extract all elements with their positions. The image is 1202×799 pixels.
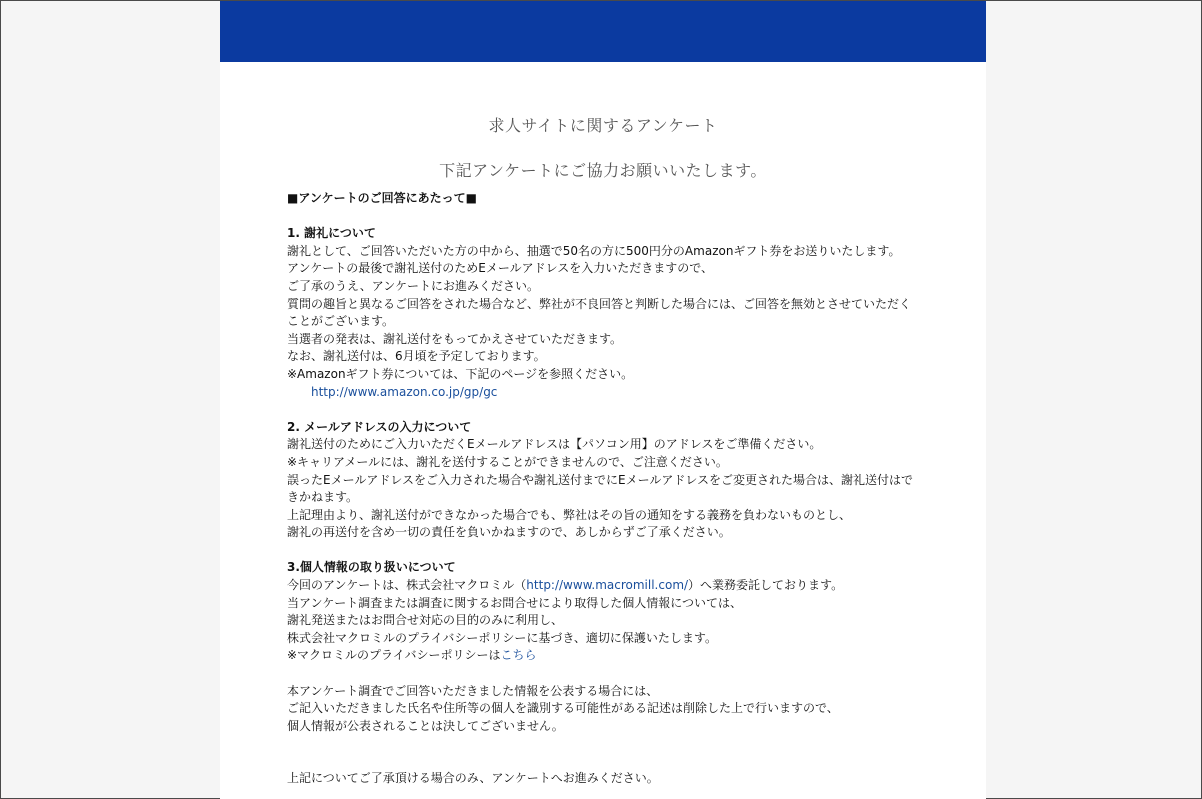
section1-heading: 1. 謝礼について xyxy=(287,226,376,241)
section2-line: 誤ったEメールアドレスをご入力された場合や謝礼送付までにEメールアドレスをご変更された場合は、謝礼送付はで xyxy=(287,472,913,487)
amazon-gift-link[interactable]: http://www.amazon.co.jp/gp/gc xyxy=(311,384,498,399)
disclosure-line: ご記入いただきました氏名や住所等の個人を識別する可能性がある記述は削除した上で行いますので、 xyxy=(287,701,839,716)
disclosure-line: 本アンケート調査でご回答いただきました情報を公表する場合には、 xyxy=(287,683,659,698)
disclosure-line: 個人情報が公表されることは決してございません。 xyxy=(287,718,564,733)
section1-line: 当選者の発表は、謝礼送付をもってかえさせていただきます。 xyxy=(287,331,623,346)
closing-text: 上記についてご了承頂ける場合のみ、アンケートへお進みください。 xyxy=(287,771,659,786)
section1-line: アンケートの最後で謝礼送付のためEメールアドレスを入力いただきますので、 xyxy=(287,261,714,276)
section3-line: 当アンケート調査または調査に関するお問合せにより取得した個人情報については、 xyxy=(287,595,743,610)
macromill-link[interactable]: http://www.macromill.com/ xyxy=(526,578,689,593)
page-title: 求人サイトに関するアンケート xyxy=(488,116,718,135)
section3-line-prefix: 今回のアンケートは、株式会社マクロミル（ xyxy=(287,578,527,593)
section3-heading: 3.個人情報の取り扱いについて xyxy=(287,560,456,575)
section1-line: ご了承のうえ、アンケートにお進みください。 xyxy=(287,278,540,293)
section1-line: 質問の趣旨と異なるご回答をされた場合など、弊社が不良回答と判断した場合には、ご回答を無効とさせていただく xyxy=(287,296,912,311)
survey-page xyxy=(220,1,986,799)
section1-line: ※Amazonギフト券については、下記のページを参照ください。 xyxy=(287,366,634,381)
section3-line: 謝礼発送またはお問合せ対応の目的のみに利用し、 xyxy=(287,613,564,628)
header-bar xyxy=(220,1,986,62)
section3-line xyxy=(287,577,927,595)
section2-line: ※キャリアメールには、謝礼を送付することができませんので、ご注意ください。 xyxy=(287,454,728,469)
survey-notice xyxy=(287,190,927,788)
section2-line: 上記理由より、謝礼送付ができなかった場合でも、弊社はその旨の通知をする義務を負わないものとし、 xyxy=(287,507,852,522)
section3-line-suffix: ）へ業務委託しております。 xyxy=(688,578,844,593)
section1-line: ことがございます。 xyxy=(287,314,395,329)
privacy-policy-link[interactable]: こちら xyxy=(500,648,537,663)
notice-heading: ■アンケートのご回答にあたって■ xyxy=(287,191,477,205)
section2-heading: 2. メールアドレスの入力について xyxy=(287,419,472,434)
section1-line: 謝礼として、ご回答いただいた方の中から、抽選で50名の方に500円分のAmazonギフト券をお送りいたします。 xyxy=(287,243,901,258)
section3-line: 株式会社マクロミルのプライバシーポリシーに基づき、適切に保護いたします。 xyxy=(287,630,717,645)
page-subtitle: 下記アンケートにご協力お願いいたします。 xyxy=(439,161,767,180)
privacy-policy-line xyxy=(287,647,927,665)
section2-line: きかねます。 xyxy=(287,490,359,505)
section2-line: 謝礼の再送付を含め一切の責任を負いかねますので、あしからずご了承ください。 xyxy=(287,525,731,540)
section2-line: 謝礼送付のためにご入力いただくEメールアドレスは【パソコン用】のアドレスをご準備ください。 xyxy=(287,437,822,452)
section1-line: なお、謝礼送付は、6月頃を予定しております。 xyxy=(287,349,546,364)
privacy-policy-prefix: ※マクロミルのプライバシーポリシーは xyxy=(287,648,501,663)
